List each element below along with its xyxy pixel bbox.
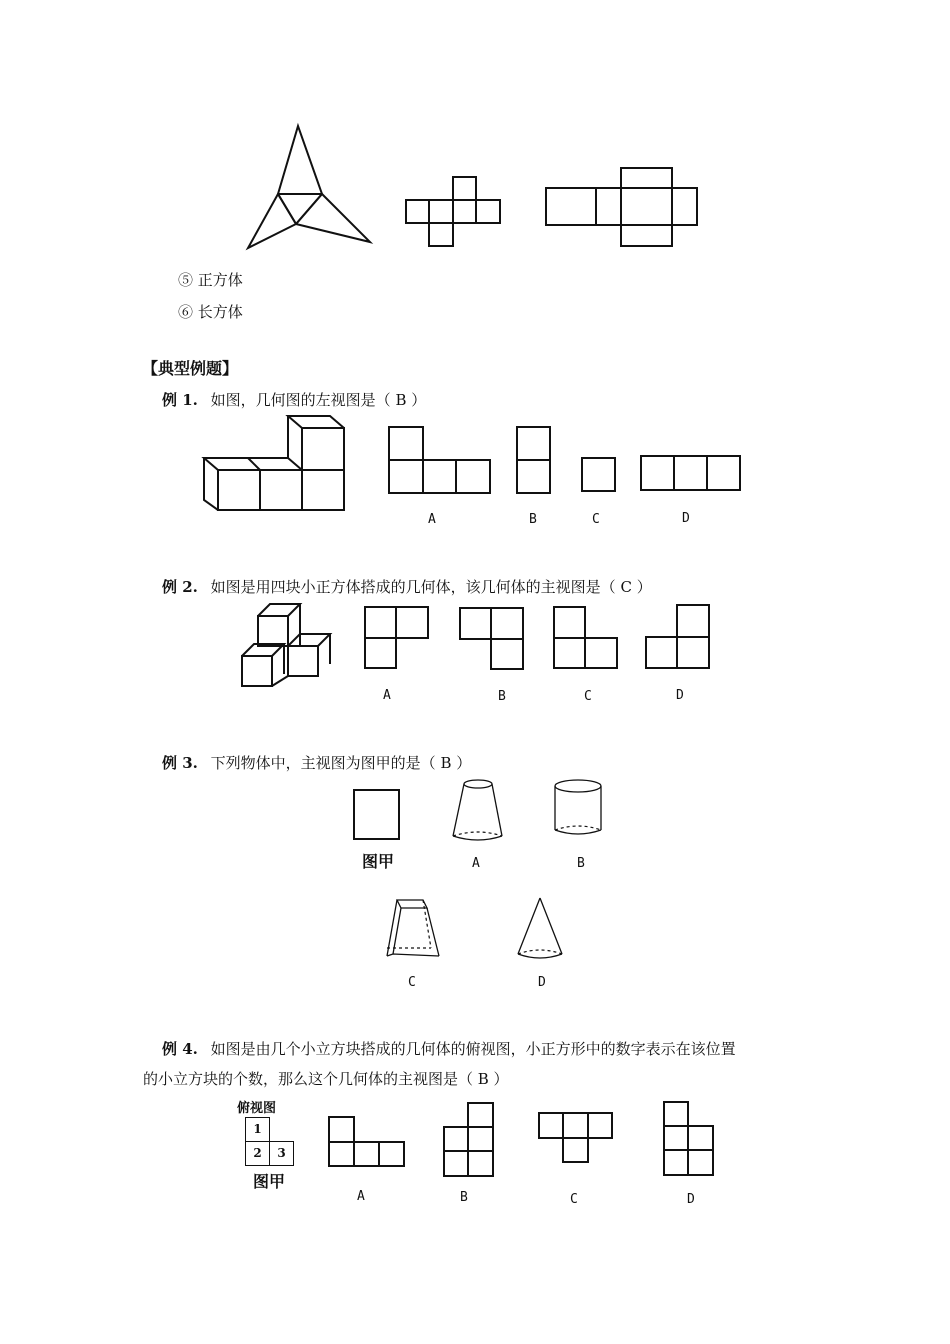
cuboid-net xyxy=(545,167,699,249)
example-4-label-d: D xyxy=(687,1192,695,1207)
example-4-option-c xyxy=(538,1112,614,1164)
section-title: 【典型例题】 xyxy=(142,359,239,378)
example-2-solid xyxy=(238,600,332,692)
example-3-question xyxy=(162,752,471,773)
example-2-text: 如图是用四块小正方体搭成的几何体，该几何体的主视图是（ C ） xyxy=(210,578,652,596)
example-4-option-a xyxy=(328,1116,406,1168)
example-4-label-c: C xyxy=(570,1192,578,1207)
top-view-cell-1: 1 xyxy=(245,1117,270,1142)
example-3-label-d: D xyxy=(538,975,546,990)
example-4-question-line-2: 的小立方块的个数，那么这个几何体的主视图是（ B ） xyxy=(143,1070,509,1088)
example-4-option-b xyxy=(443,1102,495,1178)
example-3-option-d-cone xyxy=(515,896,565,962)
example-4-option-d xyxy=(663,1101,715,1177)
example-1-label: 例 1. xyxy=(162,391,198,409)
example-3-option-a-frustum xyxy=(450,778,506,846)
example-1-text: 如图，几何图的左视图是（ B ） xyxy=(210,391,427,409)
example-2-option-d xyxy=(645,604,711,670)
top-view-title: 俯视图 xyxy=(237,1101,277,1116)
example-2-option-b xyxy=(459,607,525,671)
top-view-grid xyxy=(245,1117,295,1167)
example-3-text: 下列物体中，主视图为图甲的是（ B ） xyxy=(210,754,472,772)
example-2-label-c: C xyxy=(584,689,592,704)
example-3-label-c: C xyxy=(408,975,416,990)
example-4-label: 例 4. xyxy=(162,1040,198,1058)
example-1-solid xyxy=(200,412,350,512)
item-5-cube: ⑤ 正方体 xyxy=(178,271,243,289)
example-3-option-c-prism-frustum xyxy=(383,896,443,962)
example-1-option-d xyxy=(640,455,742,493)
example-2-option-a xyxy=(364,606,430,670)
figure-jia-caption: 图甲 xyxy=(362,852,395,871)
example-1-option-a xyxy=(388,425,492,495)
example-3-label-b: B xyxy=(577,856,585,871)
example-1-option-c xyxy=(581,457,617,493)
figure-jia-square xyxy=(352,788,402,842)
example-1-label-a: A xyxy=(428,512,436,527)
example-4-label-b: B xyxy=(460,1190,468,1205)
example-4-question-line-1 xyxy=(162,1038,736,1059)
example-3-label: 例 3. xyxy=(162,754,198,772)
example-2-label-a: A xyxy=(383,688,391,703)
example-4-figure-caption: 图甲 xyxy=(253,1172,286,1191)
example-1-option-b xyxy=(516,425,552,495)
example-1-label-b: B xyxy=(529,512,537,527)
example-2-label-d: D xyxy=(676,688,684,703)
example-1-label-d: D xyxy=(682,511,690,526)
example-2-option-c xyxy=(553,606,619,670)
example-4-label-a: A xyxy=(357,1189,365,1204)
example-3-option-b-cylinder xyxy=(552,778,604,840)
example-2-question xyxy=(162,576,652,597)
example-1-label-c: C xyxy=(592,512,600,527)
top-view-cell-2: 2 xyxy=(245,1141,270,1166)
top-view-cell-3: 3 xyxy=(269,1141,294,1166)
example-4-text-1: 如图是由几个小立方块搭成的几何体的俯视图，小正方形中的数字表示在该位置 xyxy=(210,1040,736,1058)
cube-net xyxy=(405,176,501,248)
item-6-cuboid: ⑥ 长方体 xyxy=(178,303,243,321)
example-2-label-b: B xyxy=(498,689,506,704)
example-2-label: 例 2. xyxy=(162,578,198,596)
example-1-question xyxy=(162,389,426,410)
example-3-label-a: A xyxy=(472,856,480,871)
triangular-pyramid-net xyxy=(240,120,380,255)
